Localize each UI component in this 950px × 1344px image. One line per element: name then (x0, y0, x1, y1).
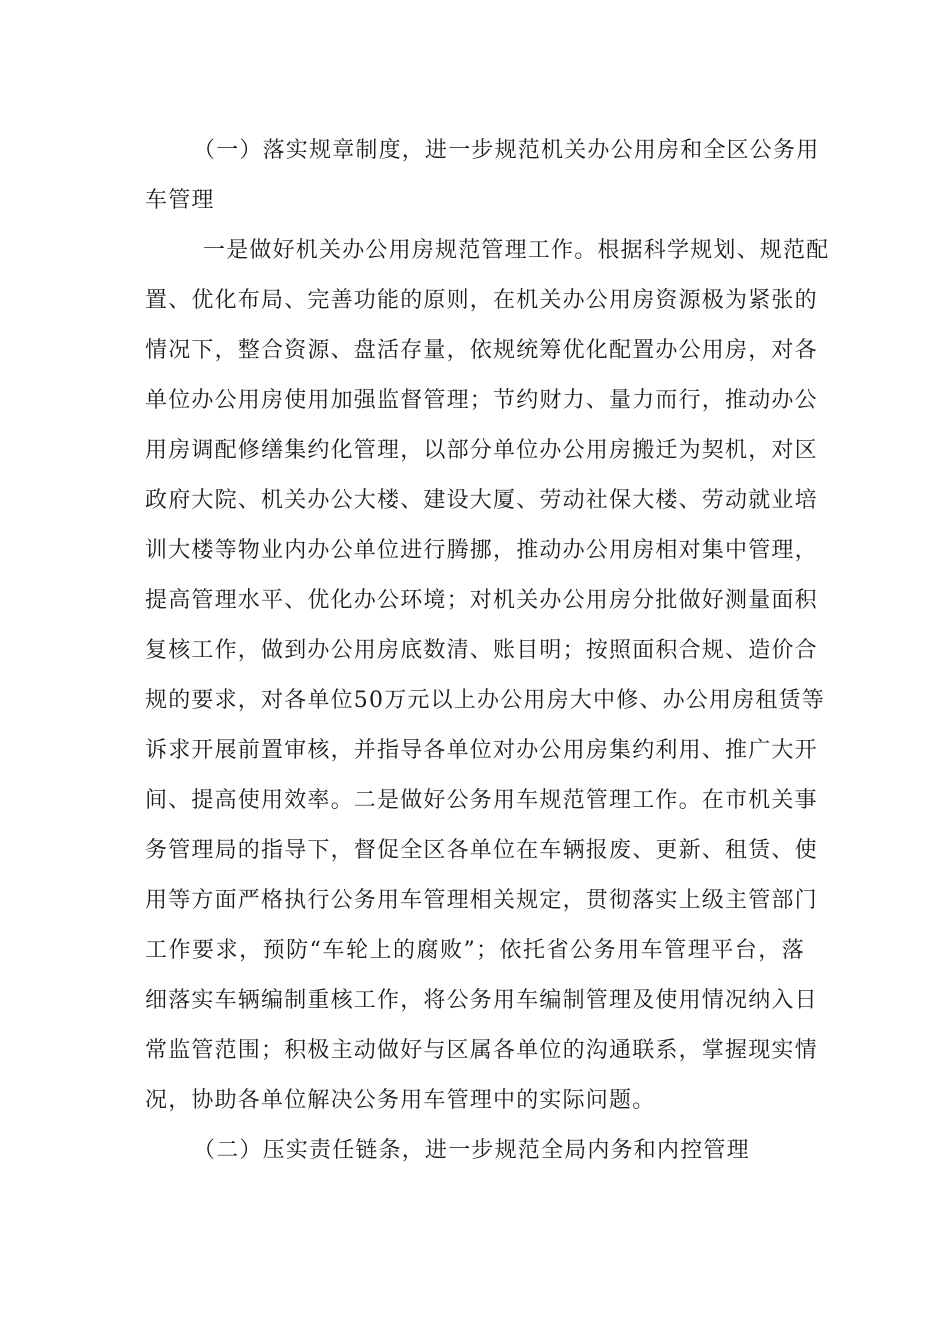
section-heading-1-line-2: 车管理 (145, 188, 215, 213)
paragraph-line-15: 工作要求，预防“车轮上的腐败”；依托省公务用车管理平台，落 (145, 938, 805, 963)
paragraph-line-11: 诉求开展前置审核，并指导各单位对办公用房集约利用、推广大开 (145, 738, 818, 763)
paragraph-line-16: 细落实车辆编制重核工作，将公务用车编制管理及使用情况纳入日 (145, 988, 818, 1013)
section-heading-2: （二）压实责任链条，进一步规范全局内务和内控管理 (193, 1138, 750, 1163)
paragraph-line-13: 务管理局的指导下，督促全区各单位在车辆报废、更新、租赁、使 (145, 838, 818, 863)
paragraph-line-7: 训大楼等物业内办公单位进行腾挪，推动办公用房相对集中管理， (145, 538, 818, 563)
paragraph-line-6: 政府大院、机关办公大楼、建设大厦、劳动社保大楼、劳动就业培 (145, 488, 818, 513)
paragraph-line-10: 规的要求，对各单位50万元以上办公用房大中修、办公用房租赁等 (145, 688, 825, 713)
paragraph-line-9: 复核工作，做到办公用房底数清、账目明；按照面积合规、造价合 (145, 638, 818, 663)
paragraph-line-17: 常监管范围；积极主动做好与区属各单位的沟通联系，掌握现实情 (145, 1038, 818, 1063)
paragraph-line-18: 况，协助各单位解决公务用车管理中的实际问题。 (145, 1088, 656, 1113)
paragraph-line-2: 置、优化布局、完善功能的原则，在机关办公用房资源极为紧张的 (145, 288, 818, 313)
paragraph-line-1: 一是做好机关办公用房规范管理工作。根据科学规划、规范配 (203, 238, 830, 263)
paragraph-line-4: 单位办公用房使用加强监督管理；节约财力、量力而行，推动办公 (145, 388, 818, 413)
paragraph-line-8: 提高管理水平、优化办公环境；对机关办公用房分批做好测量面积 (145, 588, 818, 613)
section-heading-1-line-1: （一）落实规章制度，进一步规范机关办公用房和全区公务用 (193, 138, 820, 163)
paragraph-line-14: 用等方面严格执行公务用车管理相关规定，贯彻落实上级主管部门 (145, 888, 818, 913)
paragraph-line-12: 间、提高使用效率。二是做好公务用车规范管理工作。在市机关事 (145, 788, 818, 813)
paragraph-line-3: 情况下，整合资源、盘活存量，依规统筹优化配置办公用房，对各 (145, 338, 818, 363)
paragraph-line-5: 用房调配修缮集约化管理，以部分单位办公用房搬迁为契机，对区 (145, 438, 818, 463)
